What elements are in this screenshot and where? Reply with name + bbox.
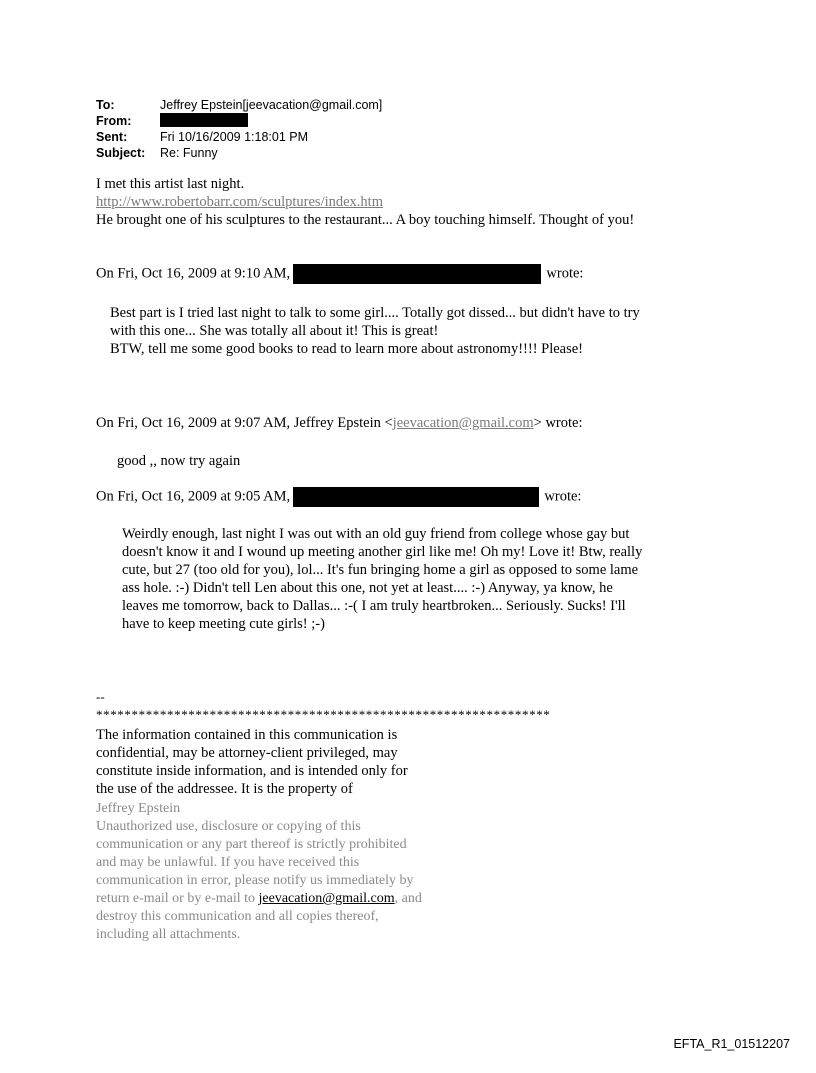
sculpture-link[interactable]: http://www.robertobarr.com/sculptures/index.htm xyxy=(96,194,383,210)
quote3-line: ass hole. :-) Didn't tell Len about this one, not yet at least.... :-) Anyway, ya know, he xyxy=(122,580,613,596)
document-id: EFTA_R1_01512207 xyxy=(673,1037,790,1051)
quote3-body xyxy=(122,525,642,633)
redaction-block xyxy=(160,113,248,127)
disclaimer-line: constitute inside information, and is intended only for xyxy=(96,763,408,779)
to-row xyxy=(96,97,382,113)
disclaimer-line: including all attachments. xyxy=(96,927,241,942)
disclaimer-line: Jeffrey Epstein xyxy=(96,801,181,816)
quote3-line: have to keep meeting cute girls! ;-) xyxy=(122,616,325,632)
quote2-intro-prefix: On Fri, Oct 16, 2009 at 9:07 AM, Jeffrey Epstein < xyxy=(96,415,393,431)
return-email-link[interactable]: jeevacation@gmail.com xyxy=(258,891,395,906)
return-suffix: , and xyxy=(394,891,422,906)
quote2-intro-suffix: > wrote: xyxy=(533,415,583,431)
email-header xyxy=(96,97,382,161)
message-body xyxy=(96,175,634,229)
from-label: From: xyxy=(96,114,132,128)
disclaimer-line: communication or any part thereof is strictly prohibited xyxy=(96,837,407,852)
to-label: To: xyxy=(96,98,115,112)
redaction-block xyxy=(293,264,541,284)
subject-row xyxy=(96,145,382,161)
quote1-body xyxy=(110,304,640,358)
quote1-intro xyxy=(96,264,583,284)
quote1-line: BTW, tell me some good books to read to learn more about astronomy!!!! Please! xyxy=(110,341,584,357)
signature-stars: **************************************************************** xyxy=(96,707,551,722)
quote2-email-link[interactable]: jeevacation@gmail.com xyxy=(392,415,534,431)
disclaimer-black xyxy=(96,726,408,798)
quote1-line: with this one... She was totally all about it! This is great! xyxy=(110,323,439,339)
signature-dashes: -- xyxy=(96,689,105,704)
redaction-block xyxy=(293,487,539,507)
to-value: Jeffrey Epstein[jeevacation@gmail.com] xyxy=(160,98,383,112)
quote1-intro-suffix: wrote: xyxy=(546,265,584,282)
disclaimer-line: destroy this communication and all copies thereof, xyxy=(96,909,379,924)
subject-label: Subject: xyxy=(96,146,146,160)
quote3-intro xyxy=(96,487,581,507)
sent-row xyxy=(96,129,382,145)
quote3-line: doesn't know it and I wound up meeting another girl like me! Oh my! Love it! Btw, really xyxy=(122,544,643,560)
quote2-line: good ,, now try again xyxy=(117,453,241,469)
sent-label: Sent: xyxy=(96,130,128,144)
quote3-line: cute, but 27 (too old for you), lol... It's fun bringing home a girl as opposed to some lame xyxy=(122,562,639,578)
quote2-intro xyxy=(96,414,583,432)
disclaimer-line: and may be unlawful. If you have received this xyxy=(96,855,360,870)
sent-value: Fri 10/16/2009 1:18:01 PM xyxy=(160,130,309,144)
quote3-line: leaves me tomorrow, back to Dallas... :-( I am truly heartbroken... Seriously. Sucks! I'll xyxy=(122,598,626,614)
quote1-line: Best part is I tried last night to talk to some girl.... Totally got dissed... but didn't have to try xyxy=(110,305,640,321)
quote1-intro-prefix: On Fri, Oct 16, 2009 at 9:10 AM, xyxy=(96,265,291,282)
return-prefix: return e-mail or by e-mail to xyxy=(96,891,259,906)
subject-value: Re: Funny xyxy=(160,146,218,160)
disclaimer-line: The information contained in this communication is xyxy=(96,727,398,743)
disclaimer-gray xyxy=(96,800,422,944)
disclaimer-line: Unauthorized use, disclosure or copying of this xyxy=(96,819,361,834)
disclaimer-line: confidential, may be attorney-client privileged, may xyxy=(96,745,398,761)
quote3-intro-prefix: On Fri, Oct 16, 2009 at 9:05 AM, xyxy=(96,488,291,505)
quote3-line: Weirdly enough, last night I was out with an old guy friend from college whose gay but xyxy=(122,526,630,542)
quote3-intro-suffix: wrote: xyxy=(544,488,582,505)
message-line: I met this artist last night. xyxy=(96,176,245,192)
disclaimer-return-line xyxy=(96,890,422,908)
message-line: He brought one of his sculptures to the restaurant... A boy touching himself. Thought of you! xyxy=(96,212,635,228)
from-row xyxy=(96,113,382,129)
disclaimer-line: the use of the addressee. It is the property of xyxy=(96,781,353,797)
disclaimer-line: communication in error, please notify us immediately by xyxy=(96,873,414,888)
